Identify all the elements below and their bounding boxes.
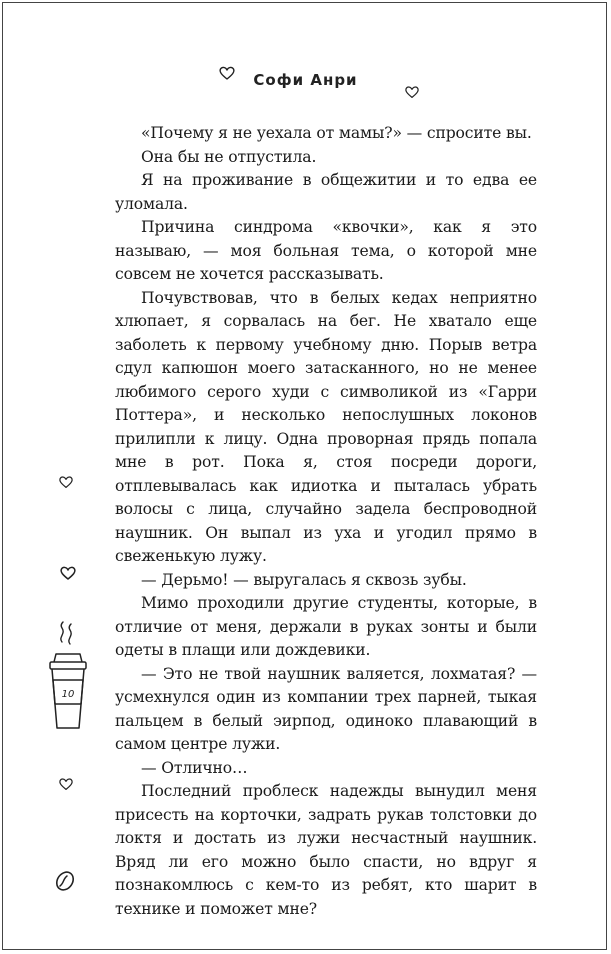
paragraph: — Отлично… xyxy=(141,758,248,777)
heart-doodle-icon xyxy=(58,474,74,490)
paragraph: Она бы не отпустила. xyxy=(141,147,317,166)
cup-label: 10 xyxy=(61,689,75,700)
paragraph: Мимо проходили другие студенты, которые, в отличие от меня, держали в руках зонты и были одеты в плащи или дождевики. xyxy=(115,594,537,659)
paragraph: Последний проблеск надежды вынудил меня присесть на корточки, задрать рукав толстовки до локтя и достать из лужи несчастный наушник. Вряд ли его можно было спасти, но вдруг я познакомлюсь с кем-то из ребят, кто шарит в технике и поможет мне? xyxy=(115,782,537,918)
book-body-text xyxy=(115,122,537,921)
paragraph: Я на проживание в общежитии и то едва ее уломала. xyxy=(115,171,537,213)
heart-doodle-icon xyxy=(404,84,420,100)
paragraph: «Почему я не уехала от мамы?» — спросите вы. xyxy=(141,124,532,142)
paragraph: — Это не твой наушник валяется, лохматая? — усмехнулся один из компании трех парней, тыкая пальцем в белый эирпод, одиноко плавающий в самом центре лужи. xyxy=(115,664,537,753)
paragraph: Почувствовав, что в белых кедах неприятно хлюпает, я сорвалась на бег. Не хватало еще заболеть к первому учебному дню. Порыв ветра сдул капюшон моего затасканного, но не менее любимого серого худи с символикой из «Гарри Поттера», и несколько непослушных локонов прилипли к лицу. Одна проворная прядь попала мне в рот. Пока я, стоя посреди дороги, отплевывалась как идиотка и пыталась убрать волосы с лица, случайно задела беспроводной наушник. Он выпал из уха и угодил прямо в свеженькую лужу. xyxy=(115,288,537,565)
paragraph: Причина синдрома «квочки», как я это называю, — моя больная тема, о которой мне совсем не хочется рассказывать. xyxy=(115,218,537,283)
heart-doodle-icon xyxy=(58,776,74,792)
running-header-author: Софи Анри xyxy=(253,71,358,89)
coffee-bean-icon xyxy=(54,870,76,892)
heart-doodle-icon xyxy=(59,564,77,582)
coffee-cup-icon xyxy=(44,620,92,732)
paragraph: — Дерьмо! — выругалась я сквозь зубы. xyxy=(141,570,467,589)
